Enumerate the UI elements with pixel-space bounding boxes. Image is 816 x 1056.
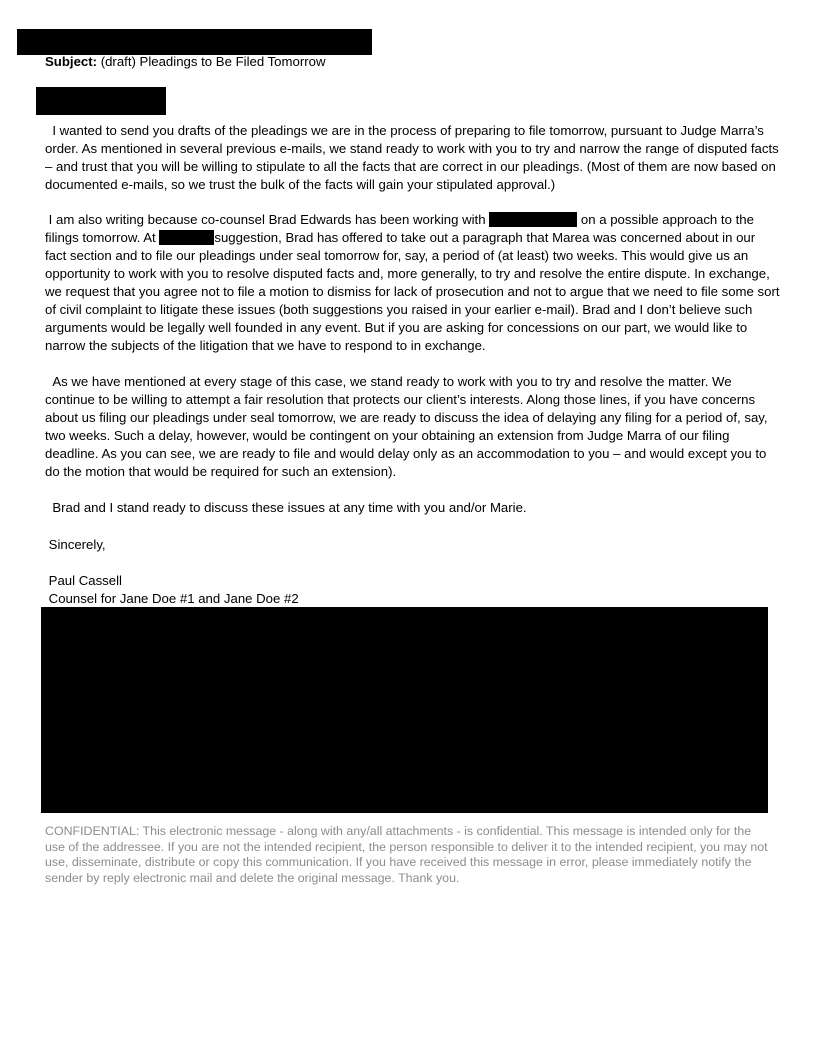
- redaction-inline-possessive: [159, 230, 214, 245]
- subject-label: Subject:: [45, 54, 98, 69]
- signature: [45, 572, 780, 608]
- signature-title: Counsel for Jane Doe #1 and Jane Doe #2: [48, 591, 299, 606]
- body-paragraph-4: [45, 499, 780, 517]
- paragraph-3-text: As we have mentioned at every stage of this case, we stand ready to work with you to try and resolve the matter. We continue to be willing to attempt a fair resolution that protects our client’s interests. Along those lines, if you have concerns about us filing our pleadings under seal tomorrow, we are ready to discuss the idea of delaying any filing for a period of, say, two weeks. Such a delay, however, would be contingent on your obtaining an extension from Judge Marra of our filing deadline. As you can see, we are ready to file and would delay only as an accommodation to you – and would except you to do the motion that would be required for such an extension).: [45, 374, 768, 479]
- paragraph-2-text-b: on a possible approach to the filings tomorrow. At: [45, 212, 754, 245]
- body-paragraph-3: [45, 373, 780, 481]
- redaction-inline-name: [489, 212, 577, 227]
- paragraph-2-text-c: suggestion, Brad has offered to take out a paragraph that Marea was concerned about in our fact section and to file our pleadings under seal tomorrow for, say, a period of (at least) two weeks. This would give us an opportunity to work with you to resolve disputed facts and, more generally, to try and resolve the entire dispute. In exchange, we request that you agree not to file a motion to dismiss for lack of prosecution and not to argue that we need to file some sort of civil complaint to litigate these issues (both suggestions you raised in your earlier e-mail). Brad and I don’t believe such arguments would be legally well founded in any event. But if you are asking for concessions on our part, we would like to narrow the subjects of the litigation that we have to respond to in exchange.: [45, 230, 780, 353]
- redaction-salutation: [36, 87, 166, 115]
- redaction-header-from: [17, 29, 372, 55]
- body-paragraph-2: [45, 211, 780, 355]
- body-paragraph-1: [45, 122, 780, 194]
- subject-text: (draft) Pleadings to Be Filed Tomorrow: [100, 54, 326, 69]
- closing: [45, 536, 780, 554]
- email-subject: [45, 53, 325, 70]
- paragraph-1-text: I wanted to send you drafts of the pleadings we are in the process of preparing to file tomorrow, pursuant to Judge Marra’s order. As mentioned in several previous e-mails, we stand ready to work with you to try and narrow the range of disputed facts – and trust that you will be willing to stipulate to all the facts that are correct in our pleadings. (Most of them are now based on documented e-mails, so we trust the bulk of the facts will gain your stipulated approval.): [45, 123, 779, 192]
- confidentiality-disclaimer: CONFIDENTIAL: This electronic message - along with any/all attachments - is confidential. This message is intended only for the use of the addressee. If you are not the intended recipient, the person responsible to deliver it to the intended recipient, you may not use, disseminate, distribute or copy this communication. If you have received this message in error, please immediately notify the sender by reply electronic mail and delete the original message. Thank you.: [45, 824, 768, 885]
- paragraph-4-text: Brad and I stand ready to discuss these issues at any time with you and/or Marie.: [52, 500, 527, 515]
- redaction-block: [41, 607, 768, 813]
- signature-name: Paul Cassell: [48, 573, 122, 588]
- paragraph-2-text-a: I am also writing because co-counsel Brad Edwards has been working with: [48, 212, 486, 227]
- closing-text: Sincerely,: [48, 537, 106, 552]
